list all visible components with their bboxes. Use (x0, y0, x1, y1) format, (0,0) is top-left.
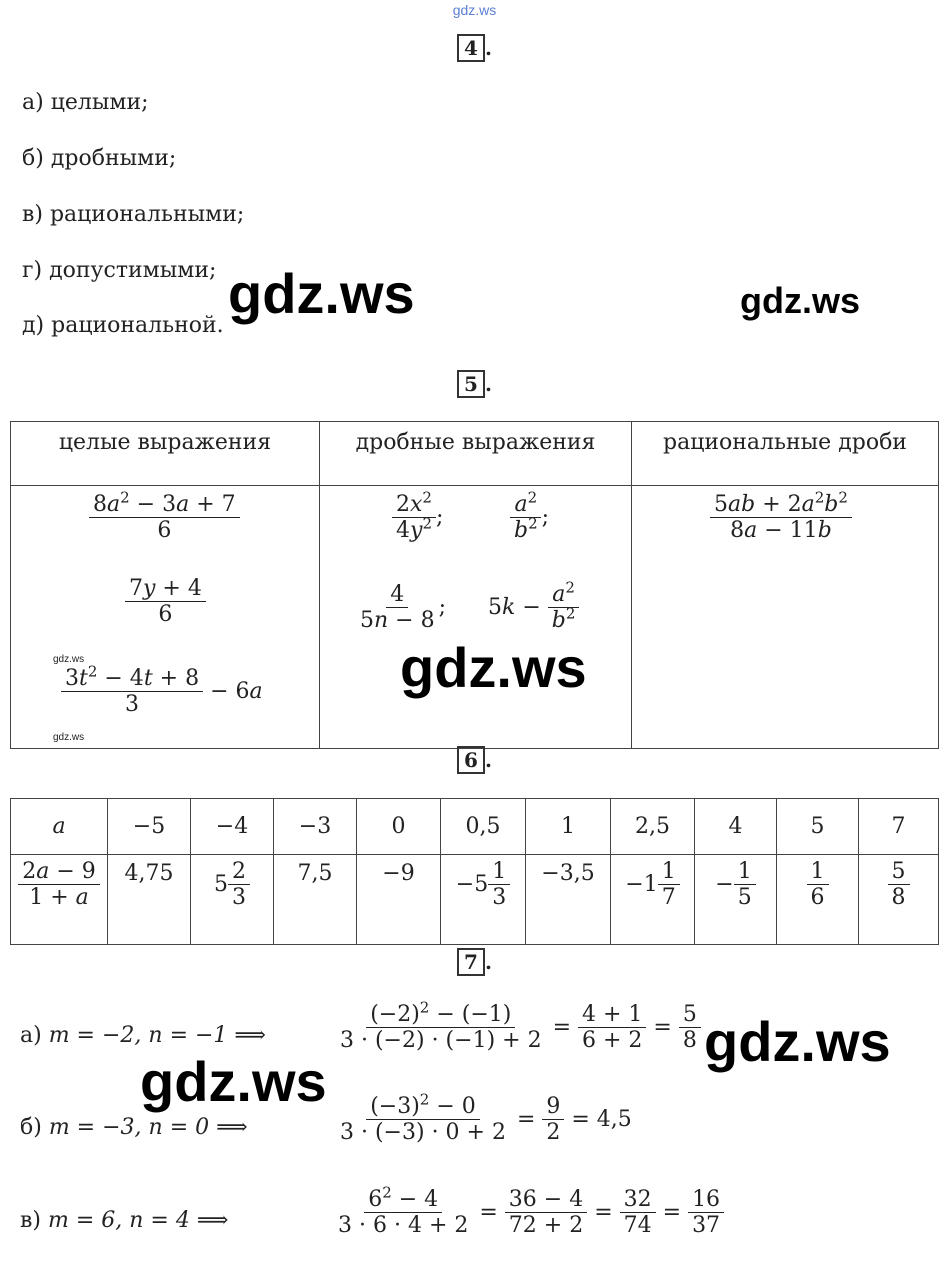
watermark: gdz.ws (228, 262, 415, 325)
a-label-cell: a (11, 799, 108, 855)
task-4-item-d: г) допустимыми; (22, 258, 217, 283)
a-value: 4 (695, 799, 777, 855)
a-value: −4 (191, 799, 274, 855)
a-value: 1 (526, 799, 611, 855)
fractional-expressions-cell (320, 486, 632, 749)
watermark-top: gdz.ws (452, 2, 497, 18)
watermark: gdz.ws (53, 654, 85, 665)
task-4-item-b: б) дробными; (22, 146, 177, 171)
formula-cell: $\frac{2a - 9}{1 + a}$ (11, 855, 108, 945)
result-value: $\frac{1}{6}$ (777, 855, 859, 945)
expression: $\frac{5ab + 2a^2b^2}{8a - 11b}$ (710, 492, 852, 544)
a-value: 7 (859, 799, 939, 855)
a-value: 2,5 (611, 799, 695, 855)
a-value: 0,5 (441, 799, 526, 855)
expression: 5k − $\frac{a^2}{b^2}$ (488, 582, 579, 634)
task-6-table (10, 798, 939, 945)
task-7-row-a-computation: $\frac{(-2)^2 - (-1)}{3 \cdot (-2) \cdot (-1) + 2}$ = $\frac{4 + 1}{6 + 2}$ = $\frac{5}{8}$ (336, 1002, 701, 1054)
task-7-row-a-condition: а) m = −2, n = −1 ⟹ (20, 1023, 266, 1048)
header-rational: рациональные дроби (632, 422, 939, 486)
result-value: − $\frac{1}{5}$ (695, 855, 777, 945)
integer-expressions-cell (11, 486, 320, 749)
header-integer: целые выражения (11, 422, 320, 486)
watermark: gdz.ws (53, 732, 85, 743)
task-4-item-a: а) целыми; (22, 90, 149, 115)
task-5-table (10, 421, 939, 749)
rational-fractions-cell (632, 486, 939, 749)
expression: $\frac{3t^2 - 4t + 8}{3}$ − 6a (61, 666, 263, 718)
task-6-number: 6 . (0, 746, 949, 774)
watermark: gdz.ws (704, 1010, 891, 1073)
result-value: −3,5 (526, 855, 611, 945)
watermark: gdz.ws (140, 1050, 327, 1113)
expression: $\frac{4}{5n - 8}$ ; (360, 582, 447, 634)
result-value: −5 $\frac{1}{3}$ (441, 855, 526, 945)
a-value: −5 (108, 799, 191, 855)
expression: $\frac{7y + 4}{6}$ (125, 576, 206, 628)
task-7-row-b-computation: $\frac{(-3)^2 - 0}{3 \cdot (-3) \cdot 0 + 2}$ = $\frac{9}{2}$ = 4,5 (340, 1090, 632, 1146)
watermark: gdz.ws (400, 636, 587, 699)
result-value: 4,75 (108, 855, 191, 945)
result-value: $\frac{5}{8}$ (859, 855, 939, 945)
result-value: −1 $\frac{1}{7}$ (611, 855, 695, 945)
task-4-number: 4 . (0, 34, 949, 62)
task-7-row-b-condition: б) m = −3, n = 0 ⟹ (20, 1115, 248, 1140)
task-4-item-c: в) рациональными; (22, 202, 245, 227)
task-4-item-e: д) рациональной. (22, 313, 224, 338)
task-5-number: 5 . (0, 370, 949, 398)
result-value: 7,5 (274, 855, 357, 945)
watermark: gdz.ws (740, 280, 861, 321)
header-fractional: дробные выражения (320, 422, 632, 486)
result-value: 5 $\frac{2}{3}$ (191, 855, 274, 945)
a-value: 5 (777, 799, 859, 855)
a-value: −3 (274, 799, 357, 855)
expression: $\frac{2x^2}{4y^2}$ ; (392, 492, 443, 544)
expression: $\frac{8a^2 - 3a + 7}{6}$ (89, 492, 240, 544)
expression: $\frac{a^2}{b^2}$ ; (510, 492, 549, 544)
a-value: 0 (357, 799, 441, 855)
task-7-row-c-computation: $\frac{6^2 - 4}{3 \cdot 6 \cdot 4 + 2}$ = $\frac{36 - 4}{72 + 2}$ = $\frac{32}{74}$ = $\frac{16}{37}$ (334, 1187, 724, 1239)
task-7-number: 7 . (0, 948, 949, 976)
result-value: −9 (357, 855, 441, 945)
task-7-row-c-condition: в) m = 6, n = 4 ⟹ (20, 1208, 229, 1233)
